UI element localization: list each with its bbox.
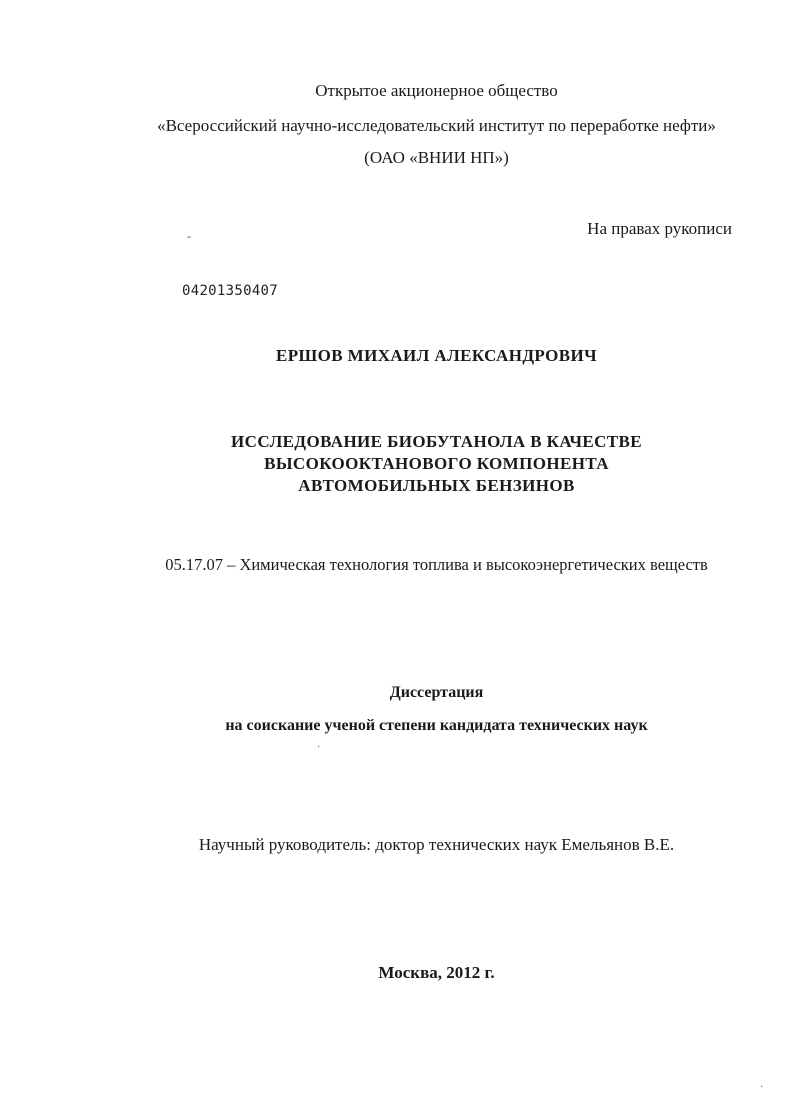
degree-statement: на соискание ученой степени кандидата технических наук [225,717,648,734]
organization-abbreviation: (ОАО «ВНИИ НП») [364,148,509,167]
stray-dot: · [760,1082,764,1093]
stray-mark: - [187,229,191,243]
specialty-code: 05.17.07 – Химическая технология топлива и высокоэнергетических веществ [165,555,708,574]
organization-name: «Всероссийский научно-исследовательский институт по переработке нефти» [157,116,716,135]
stray-dot: · [317,742,321,753]
author-name: ЕРШОВ МИХАИЛ АЛЕКСАНДРОВИЧ [276,346,597,365]
supervisor-line: Научный руководитель: доктор технических наук Емельянов В.Е. [198,835,675,854]
dissertation-label: Диссертация [389,684,484,701]
city-year: Москва, 2012 г. [378,963,495,982]
rights-note: На правах рукописи [587,219,732,238]
title-line: ВЫСОКООКТАНОВОГО КОМПОНЕНТА [264,454,609,473]
organization-type: Открытое акционерное общество [315,81,558,100]
document-number: 04201350407 [182,283,279,299]
title-line: ИССЛЕДОВАНИЕ БИОБУТАНОЛА В КАЧЕСТВЕ [231,432,642,451]
dissertation-title [110,431,763,497]
title-line: АВТОМОБИЛЬНЫХ БЕНЗИНОВ [298,476,575,495]
